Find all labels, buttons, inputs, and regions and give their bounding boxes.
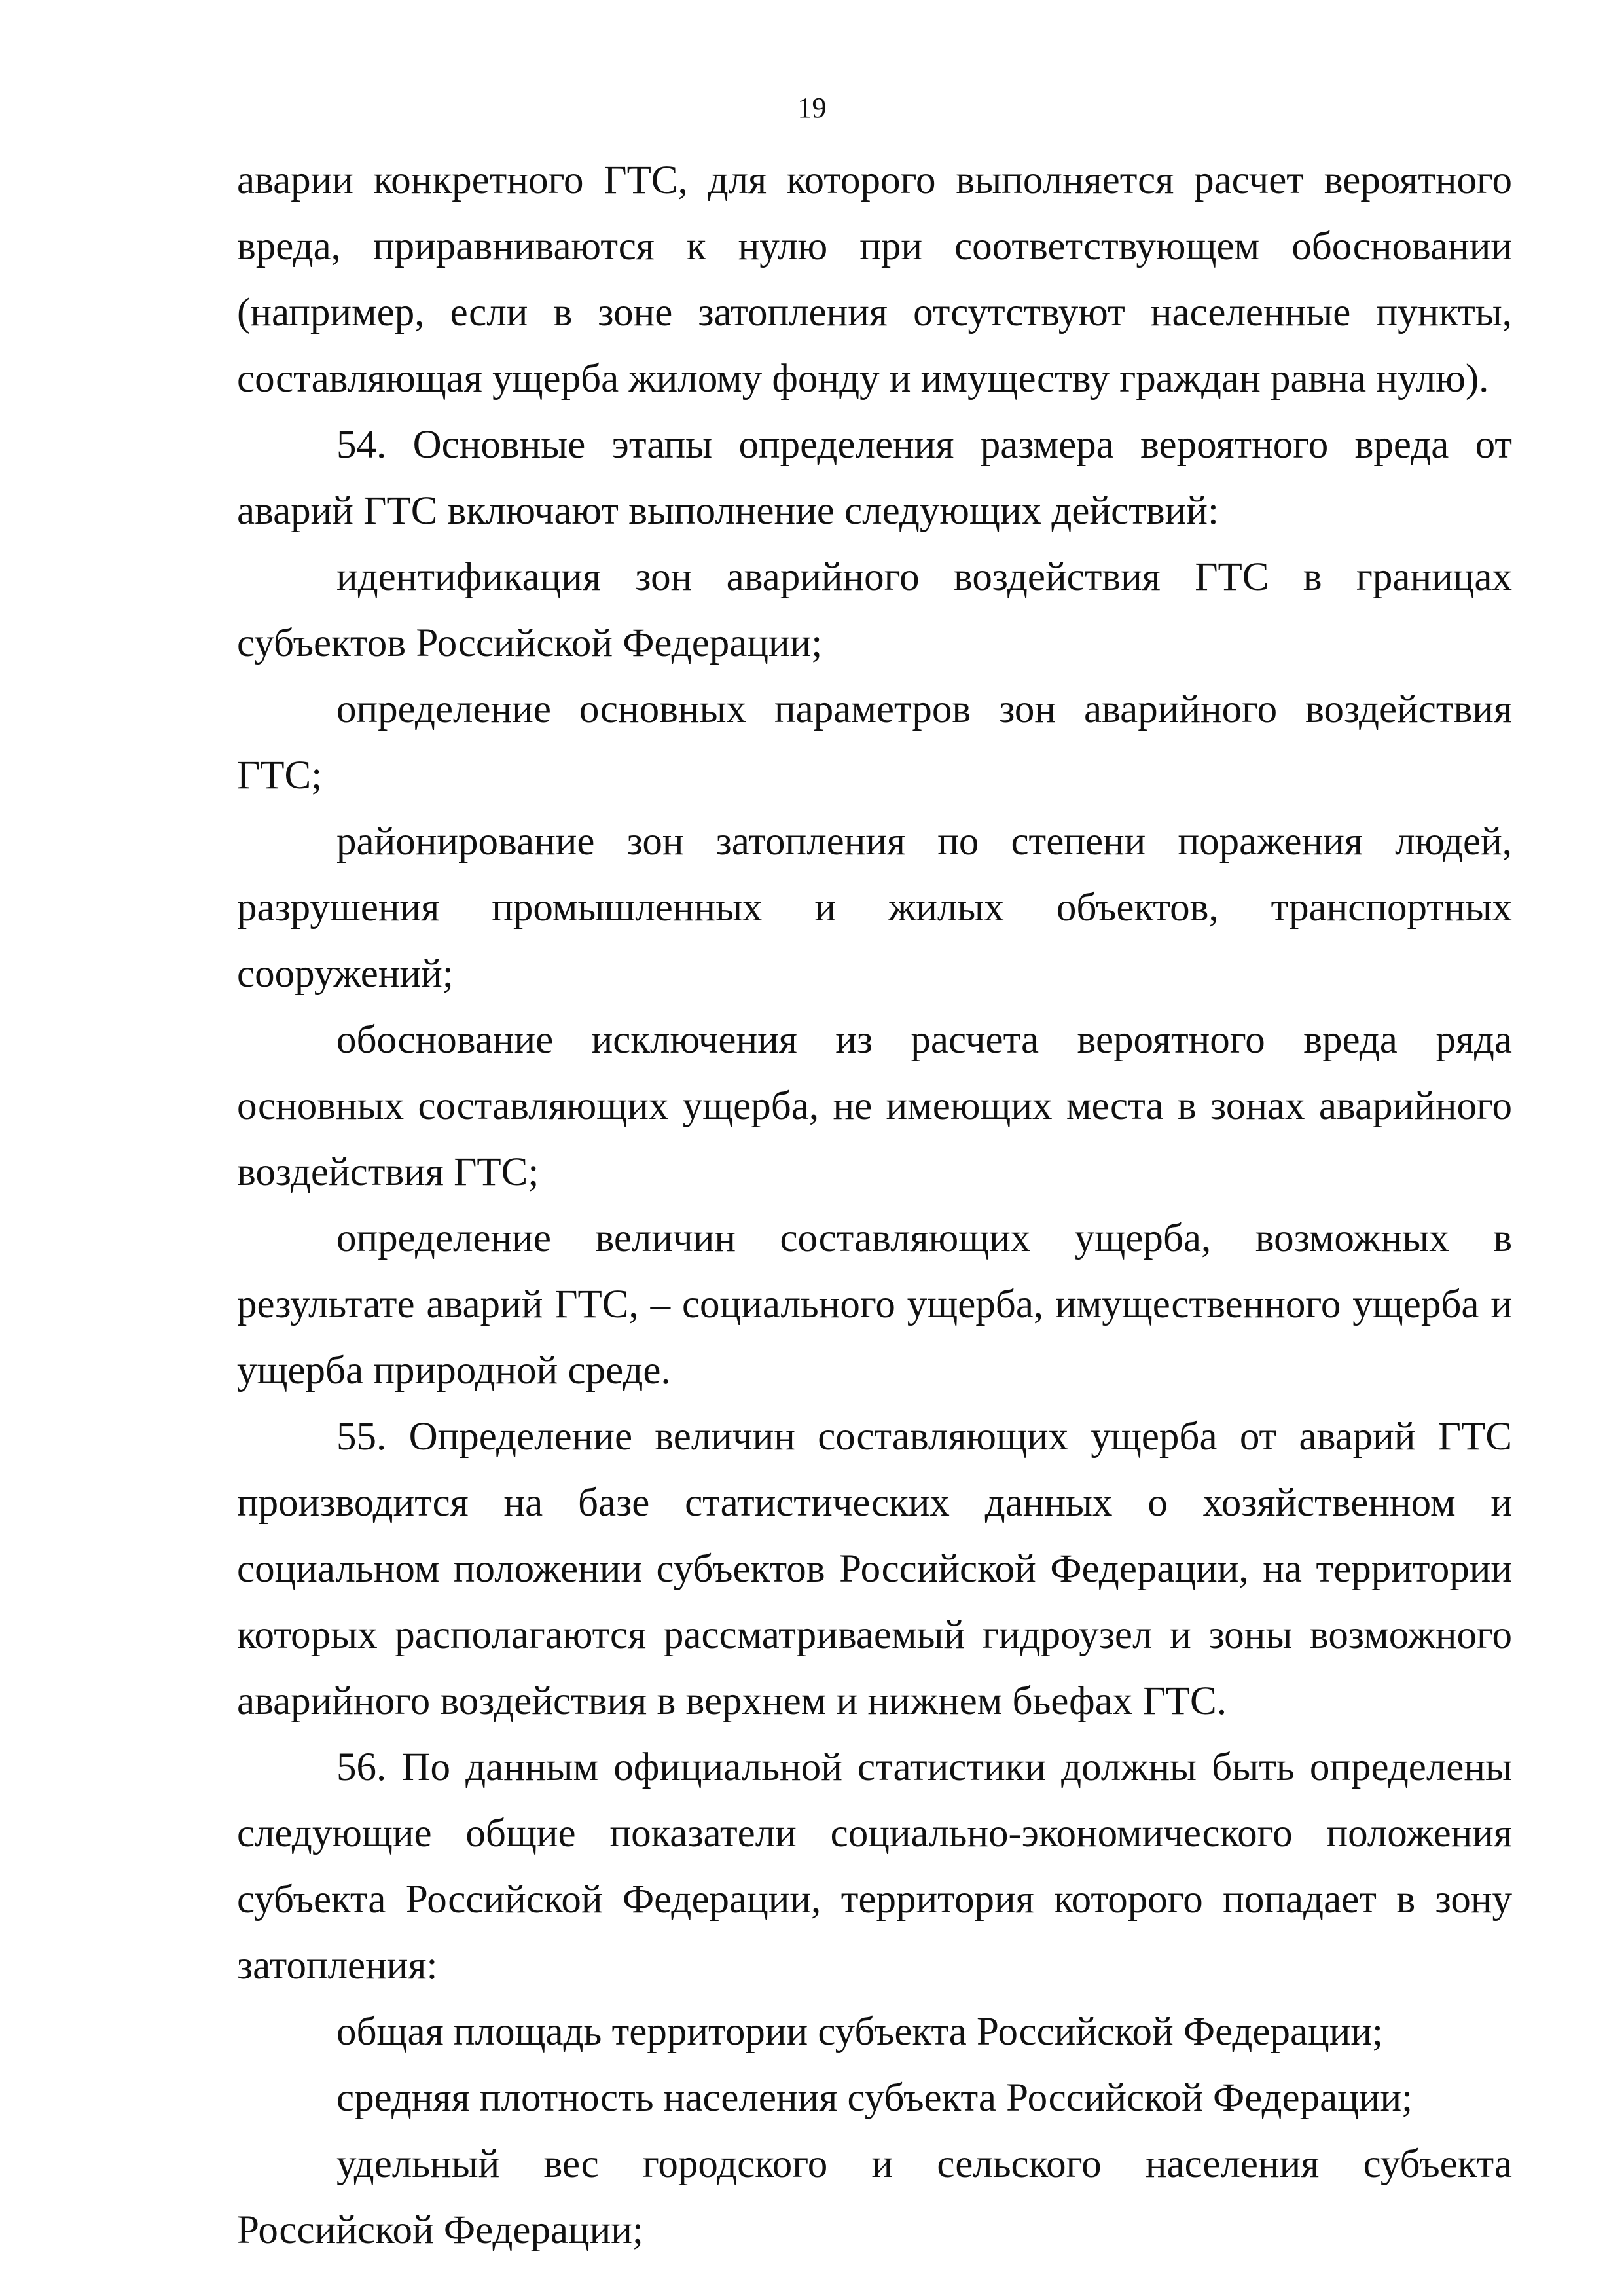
paragraph-55: 55. Определение величин составляющих ущерба от аварий ГТС производится на базе статистических данных о хозяйственном и социальном положении субъектов Российской Федерации, на территории которых располагаются рассматриваемый гидроузел и зоны возможного аварийного воздействия в верхнем и нижнем бьефах ГТС. (237, 1415, 1512, 1723)
list-item: обоснование исключения из расчета вероятного вреда ряда основных составляющих ущерба, не имеющих места в зонах аварийного воздействия ГТС; (237, 1018, 1512, 1194)
paragraph-56: 56. По данным официальной статистики должны быть определены следующие общие показатели социально-экономического положения субъекта Российской Федерации, территория которого попадает в зону затопления: (237, 1745, 1512, 1988)
list-item: идентификация зон аварийного воздействия ГТС в границах субъектов Российской Федерации; (237, 555, 1512, 665)
list-item: определение величин составляющих ущерба, возможных в результате аварий ГТС, – социального ущерба, имущественного ущерба и ущерба природной среде. (237, 1216, 1512, 1393)
list-item: удельный вес городского и сельского населения субъекта Российской Федерации; (237, 2142, 1512, 2252)
document-body (237, 147, 1512, 2263)
list-item: общая площадь территории субъекта Российской Федерации; (336, 2010, 1383, 2054)
list-item: районирование зон затопления по степени поражения людей, разрушения промышленных и жилых объектов, транспортных сооружений; (237, 820, 1512, 996)
paragraph-continuation: аварии конкретного ГТС, для которого выполняется расчет вероятного вреда, приравниваются к нулю при соответствующем обосновании (например, если в зоне затопления отсутствуют населенные пункты, составляющая ущерба жилому фонду и имуществу граждан равна нулю). (237, 158, 1512, 401)
list-item: определение основных параметров зон аварийного воздействия ГТС; (237, 687, 1512, 797)
list-item: средняя плотность населения субъекта Российской Федерации; (336, 2076, 1413, 2120)
paragraph-54: 54. Основные этапы определения размера вероятного вреда от аварий ГТС включают выполнение следующих действий: (237, 423, 1512, 533)
page-number: 19 (797, 92, 827, 124)
